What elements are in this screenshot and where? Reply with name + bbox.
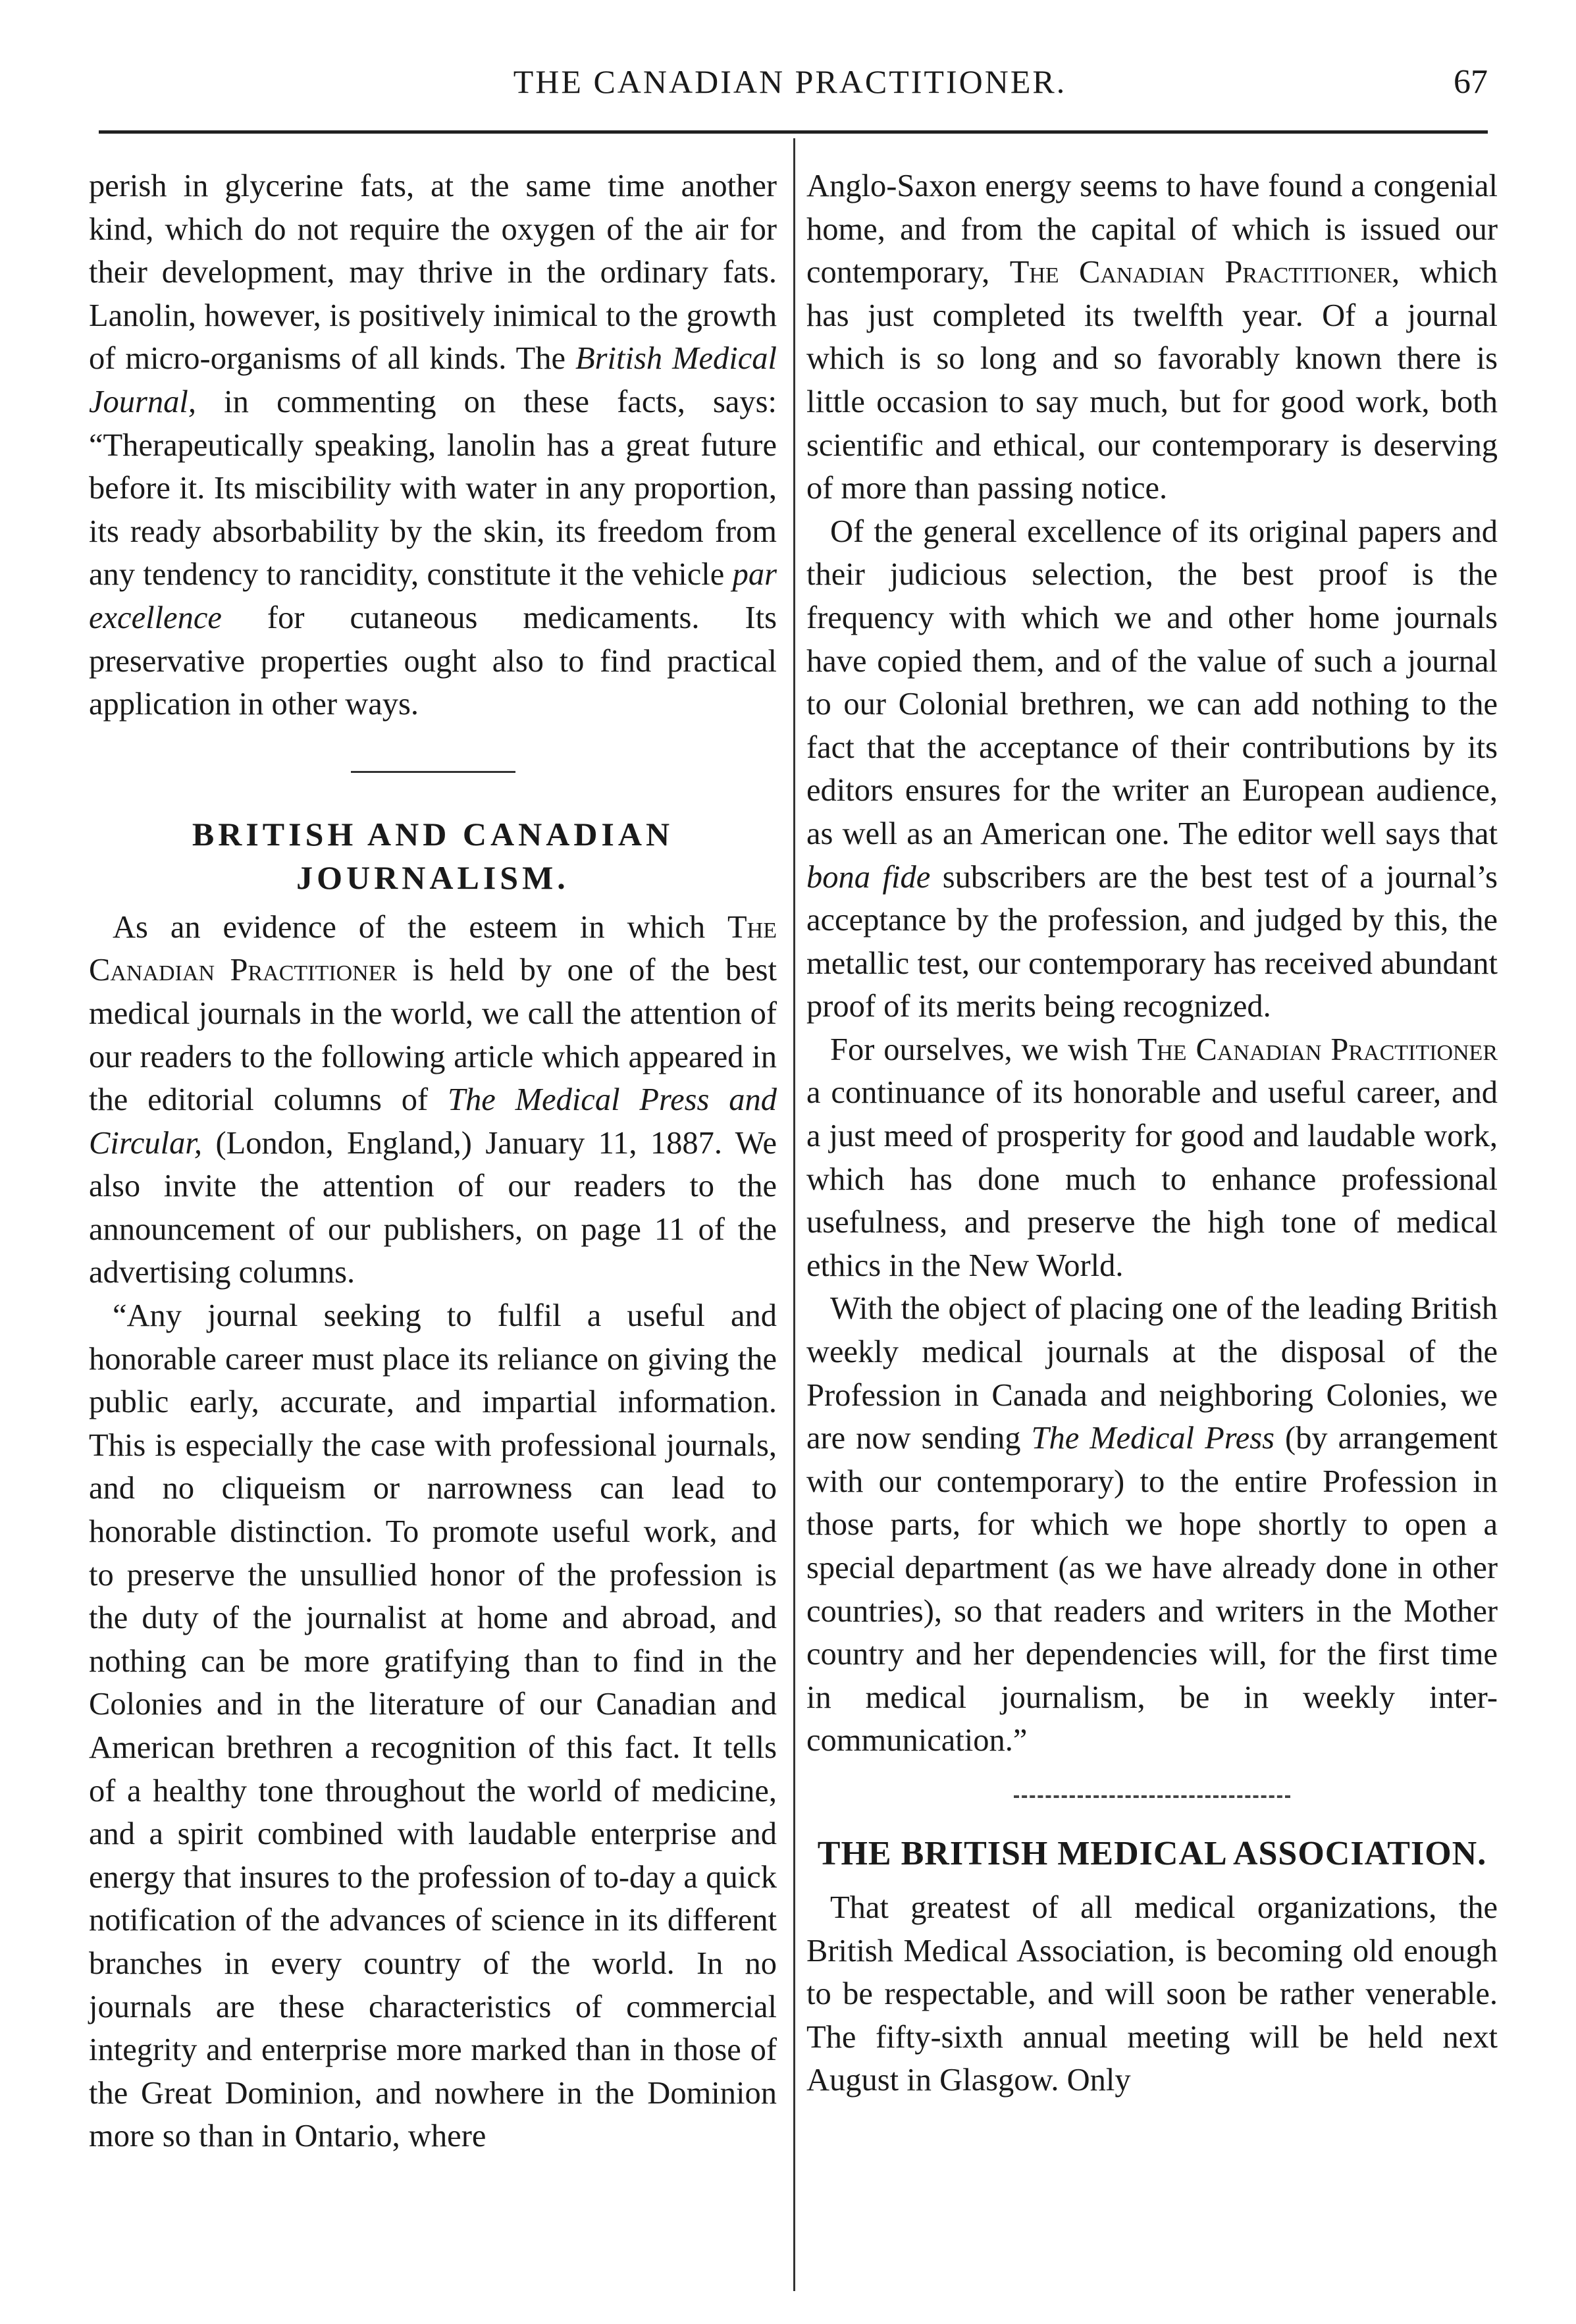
text-span: which has just completed its twelfth year. Of a journal which is so long and so favorably known there is little occasion to say much, but for good work, both scientific and ethical, our contemporary is deserving of more than passing notice.	[806, 255, 1498, 506]
journal-title: The Medical Press and Circular,	[89, 1082, 777, 1161]
column-divider	[793, 138, 795, 2291]
paragraph-for-ourselves	[806, 1028, 1498, 1288]
paragraph-lanolin	[89, 165, 777, 726]
italic-phrase: bona fide	[806, 859, 931, 895]
right-column	[806, 165, 1498, 2102]
italic-phrase: par excellence	[89, 557, 777, 635]
section-heading-british-canadian-journalism: BRITISH AND CANADIAN JOURNALISM.	[192, 815, 674, 896]
text-span: perish in glycerine fats, at the same time another kind, which do not require the oxygen of the air for their development, may thrive in the ordinary fats. Lanolin, however, is positively inimical to the growth of micro-organisms of all kinds. The	[89, 169, 777, 377]
paragraph-medical-press	[806, 1287, 1498, 1762]
text-span: a continuance of its honorable and useful career, and a just meed of prosperity for good and laudable work, which has done much to enhance professional usefulness, and preserve the high tone of medical ethics in the New World.	[806, 1075, 1498, 1283]
text-span: subscribers are the best test of a journal’s acceptance by the profession, and judged by this, the metallic test, our contemporary has received abundant proof of its merits being recognized.	[806, 859, 1498, 1024]
page-number: 67	[1454, 63, 1488, 101]
text-span: With the object of placing one of the leading British weekly medical journals at the disposal of the Profession in Canada and neighboring Colonies, we are now sending	[806, 1291, 1498, 1456]
paragraph-quoted-article: “Any journal seeking to fulfil a useful and honorable career must place its reliance on giving the public early, accurate, and impartial information. This is especially the case with professional journals, and no cliqueism or narrowness can lead to honorable distinction. To promote useful work, and to preserve the unsullied honor of the profession is the duty of the journalist at home and abroad, and nothing can be more gratifying than to find in the Colonies and in the literature of our Canadian and American brethren a recognition of this fact. It tells of a healthy tone throughout the world of medicine, and a spirit combined with laudable enterprise and energy that insures to the profession of to-day a quick notification of the advances of science in its different branches in every country of the world. In no journals are these characteristics of commercial integrity and enterprise more marked than in those of the Great Dominion, and nowhere in the Dominion more so than in Ontario, where	[89, 1298, 777, 2154]
text-span: Anglo-Saxon energy seems to have found a congenial home, and from the capital of which is issued our contemporary,	[806, 169, 1498, 290]
journal-title: British Medical Journal,	[89, 341, 777, 419]
journal-name-small-caps: The Canadian Practitioner,	[1009, 255, 1400, 290]
journal-name-small-caps: The Canadian Practitioner	[89, 909, 777, 988]
paragraph-general-excellence	[806, 510, 1498, 1028]
text-span: in commenting on these facts, says: “Therapeutically speaking, lanolin has a great future before it. Its miscibility with water in any proportion, its ready absorbability by the skin, its freedom from any tendency to rancidity, constitute it the vehicle	[89, 384, 777, 593]
text-span: As an evidence of the esteem in which	[113, 909, 728, 945]
left-column	[89, 165, 777, 2158]
text-span: for cutaneous medicaments. Its preservative properties ought also to find practical application in other ways.	[89, 600, 777, 722]
section-heading-british-medical-association: THE BRITISH MEDICAL ASSOCIATION.	[817, 1834, 1487, 1872]
paragraph-esteem	[89, 906, 777, 1294]
text-span: is held by one of the best medical journals in the world, we call the attention of our readers to the following article which appeared in the editorial columns of	[89, 953, 777, 1118]
section-divider	[351, 771, 515, 773]
journal-name-small-caps: The Canadian Practitioner	[1137, 1032, 1498, 1067]
section-divider	[1014, 1795, 1290, 1798]
header-rule	[99, 130, 1488, 134]
text-span: (London, England,) January 11, 1887. We also invite the attention of our readers to the announcement of our publishers, on page 11 of the advertising columns.	[89, 1125, 777, 1290]
running-head: THE CANADIAN PRACTITIONER.	[513, 63, 1067, 100]
paragraph-association: That greatest of all medical organizations, the British Medical Association, is becoming old enough to be respectable, and will soon be rather venerable. The fifty-sixth annual meeting will be held next August in Glasgow. Only	[806, 1889, 1498, 2098]
text-span: For ourselves, we wish	[830, 1032, 1138, 1067]
paragraph-anglo-saxon	[806, 165, 1498, 510]
text-span: (by arrangement with our contemporary) to the entire Profession in those parts, for which we hope shortly to open a special department (as we have already done in other countries), so that readers and writers in the Mother country and her dependencies will, for the first time in medical journalism, be in weekly inter-communication.”	[806, 1421, 1498, 1758]
journal-title: The Medical Press	[1031, 1421, 1275, 1456]
text-span: Of the general excellence of its original papers and their judicious selection, the best proof is the frequency with which we and other home journals have copied them, and of the value of such a journal to our Colonial brethren, we can add nothing to the fact that the acceptance of their contributions by its editors ensures for the writer an European audience, as well as an American one. The editor well says that	[806, 514, 1498, 851]
page-header	[92, 63, 1488, 115]
